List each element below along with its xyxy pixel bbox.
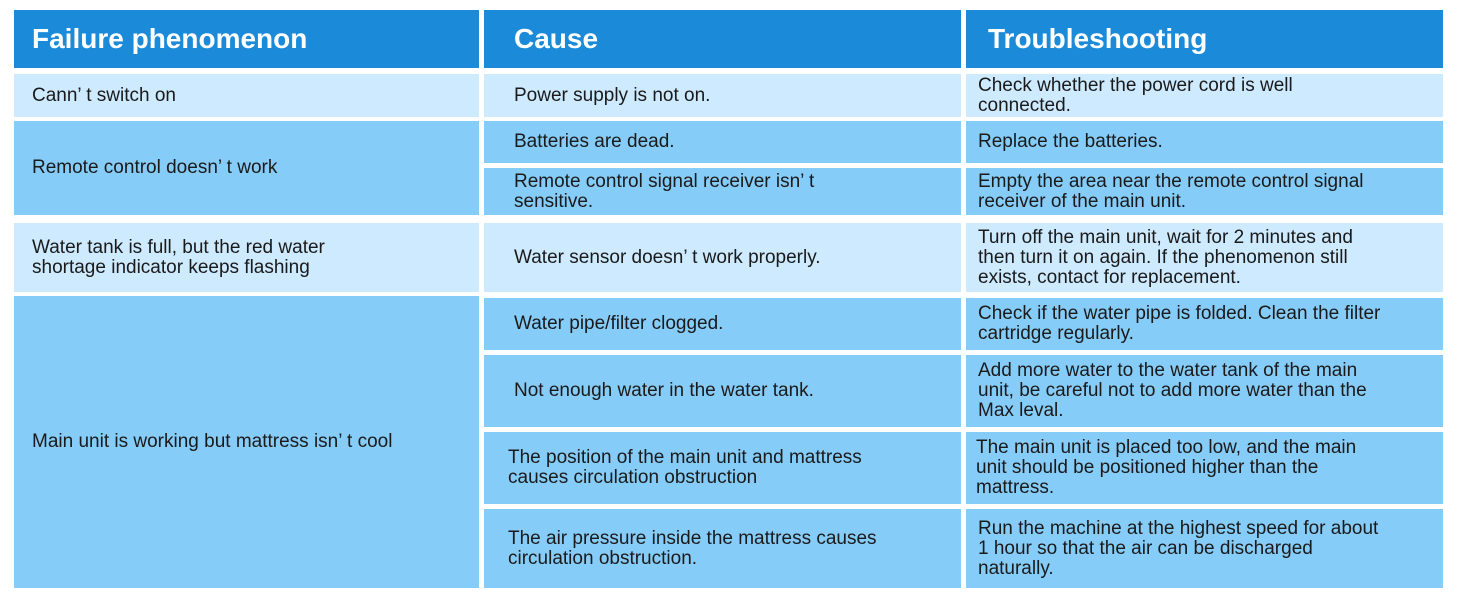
cause-cell: The air pressure inside the mattress causes circulation obstruction. bbox=[484, 509, 961, 588]
solution-cell: Turn off the main unit, wait for 2 minutes and then turn it on again. If the phenomenon still exists, contact for replacement. bbox=[966, 223, 1443, 292]
header-failure-phenomenon: Failure phenomenon bbox=[14, 10, 479, 68]
cause-cell: Water pipe/filter clogged. bbox=[484, 298, 961, 350]
solution-cell: Empty the area near the remote control signal receiver of the main unit. bbox=[966, 168, 1443, 215]
cause-cell: Power supply is not on. bbox=[484, 74, 961, 117]
solution-cell: Check if the water pipe is folded. Clean the filter cartridge regularly. bbox=[966, 298, 1443, 350]
solution-cell: Add more water to the water tank of the main unit, be careful not to add more water than the Max leval. bbox=[966, 355, 1443, 427]
solution-cell: Check whether the power cord is well connected. bbox=[966, 74, 1443, 117]
cause-cell: Not enough water in the water tank. bbox=[484, 355, 961, 427]
solution-cell: The main unit is placed too low, and the main unit should be positioned higher than the mattress. bbox=[966, 432, 1443, 504]
failure-cell: Remote control doesn’ t work bbox=[14, 121, 479, 215]
failure-cell: Cann’ t switch on bbox=[14, 74, 479, 117]
header-cause: Cause bbox=[484, 10, 961, 68]
solution-cell: Run the machine at the highest speed for about 1 hour so that the air can be discharged naturally. bbox=[966, 509, 1443, 588]
cause-cell: The position of the main unit and mattress causes circulation obstruction bbox=[484, 432, 961, 504]
cause-cell: Water sensor doesn’ t work properly. bbox=[484, 223, 961, 292]
failure-cell: Water tank is full, but the red water shortage indicator keeps flashing bbox=[14, 223, 479, 292]
solution-cell: Replace the batteries. bbox=[966, 121, 1443, 163]
failure-cell: Main unit is working but mattress isn’ t cool bbox=[14, 296, 479, 588]
header-troubleshooting: Troubleshooting bbox=[966, 10, 1443, 68]
cause-cell: Remote control signal receiver isn’ t sensitive. bbox=[484, 168, 961, 215]
cause-cell: Batteries are dead. bbox=[484, 121, 961, 163]
